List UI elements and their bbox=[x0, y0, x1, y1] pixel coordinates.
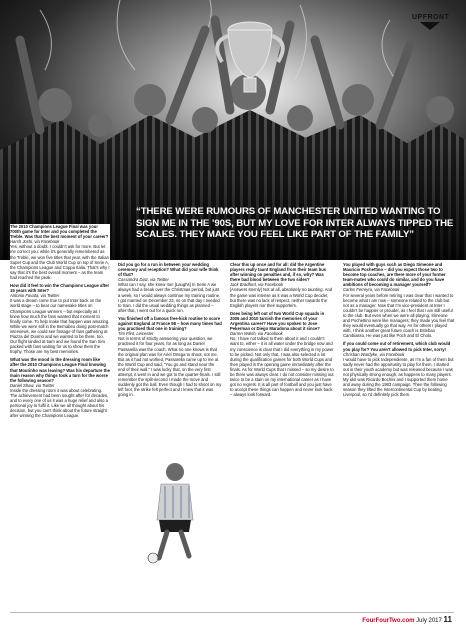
question-author: Harsh Joshi, via Facebook bbox=[10, 239, 60, 245]
qa-item bbox=[10, 283, 110, 354]
section-label: UPFRONT bbox=[412, 14, 450, 21]
article-column-4 bbox=[343, 262, 455, 602]
answer-text: No, I have not talked to them about it and I couldn’t want to, either – it is all water under the bridge now and my conscience is clear that I did everything in my power to be picked. Not only that, I was also selected a lot during the qualification games for both World Cups and then played in the opening game immediately after the finals. As for World Cups that I missed – so my desire to be there was always clear. I do not consider missing out twice to be a stain on my international career as I have got no regrets. It is all part of football and you just have to accept these things can happen and never look back – always look forward. bbox=[230, 336, 334, 398]
question-author: Christian Wardyke, via Facebook bbox=[343, 351, 405, 357]
question-text: Did you go for a run in between your wedding ceremony and reception? What did your wife think of that? bbox=[118, 262, 219, 278]
footer-site: FourFourTwo.com bbox=[362, 618, 415, 624]
question-author: Cassandra Diaz, via Twitter bbox=[118, 277, 169, 283]
question-author: Jack Bradford, via Facebook bbox=[230, 282, 284, 288]
question-author: Tim Flint, Leicester bbox=[118, 331, 154, 337]
answer-text: It was a dream come true to put Inter back on the world stage – to bear our namesake titles on Champions League winners – but especially as I knew how much the fans wanted that moment to finally come. To help make that happen was amazing. While we were still in the Bernabeu doing post-match interviews, we could see footage of fans gathering at Piazza del Duomo and we wanted to be there, too. Our flight landed at 5am and we found the San Siro packed with fans waiting for us to show them the trophy. Those are my best memories. bbox=[10, 298, 110, 355]
answer-text: Not in terms of strictly answering your question, we practised it for four years, for as long as Daniel Passarella was the coach. What no one knows is that the original plan was for Ariel Ortega to shoot, not me. But as it had not worked, Passarella came up to me at the World Cup and said, “You go and stand near the end of their wall.” I was lucky that, on the very first attempt, it went in and we got to the quarter-finals. I still remember the split-second I made the move and suddenly got the ball. Even though I had to shoot on my left foot, the strike felt perfect and I knew that it was going in. bbox=[118, 336, 222, 398]
section-badge bbox=[412, 14, 448, 30]
question-text: Does being left out of two World Cup squads in 2006 and 2010 tarnish the memories of your Argentina career? Have you spoken to Jose Pekerman or Diego Maradona about it since? bbox=[230, 310, 325, 332]
inset-photo bbox=[145, 458, 197, 566]
answer-text: For several years before retiring I was clear that I wanted to become what I am now – someone related to the club but not as a manager. Now that I’m vice-president at Inter I couldn’t be happier or prouder, as I feel that I am still useful to the club. But even when we were all playing, Simeone and Pochettino were like managers; they made you feel that they would eventually go that way. As for others I played with, I think another great future coach is Esteban Cambiasso. He was just like Poch and El Cholo. bbox=[343, 292, 455, 339]
question-text: Clear this up once and for all: did the Argentine players really taunt England from their team bus after winning on penalties and, if so, why? Was there bad blood between the two sides? bbox=[230, 262, 327, 283]
answer-text: What can I say, she knew me! [Laughs] In Serie A we always had a break over the Christmas period, but just a week, so I would always continue my training routine. I got married on December 23, so on that day I needed to train. I did the usual wedding things as planned – after that, I went out for a quick run. bbox=[118, 282, 221, 313]
question-text: The 2010 Champions League Final was your 700th game for Inter and you completed the Treble. Was that the best moment of your career? bbox=[10, 224, 109, 240]
qa-item bbox=[10, 357, 110, 418]
qa-item bbox=[118, 316, 222, 398]
pull-quote: “THERE WERE RUMOURS OF MANCHESTER UNITED WANTING TO SIGN ME IN THE ’90S, BUT MY LOVE FOR INTER ALWAYS TIPPED THE SCALES. THEY MAKE YOU FEEL LIKE PART OF THE FAMILY” bbox=[136, 206, 454, 240]
question-author: Darren Walsh, via Facebook bbox=[230, 331, 283, 337]
footer-rule bbox=[10, 612, 454, 613]
qa-item bbox=[230, 262, 334, 308]
article-column-3 bbox=[230, 262, 334, 602]
answer-text: Yes, without a doubt. I couldn’t ask for more. But let me correct you: while it’s generally remembered as the Treble, we won five titles that year, with the Italian Super Cup and the Club World Cup on top of Serie A, the Champions League and Coppa Italia. That’s why I say that it’s the best overall moment – as the team had reached the peak. bbox=[10, 244, 110, 280]
question-text: How did it feel to win the Champions League after 15 years with Inter? bbox=[10, 283, 110, 294]
question-text: If you could come out of retirement, which club would you play for? You aren’t allowed to pick Inter, sorry! bbox=[343, 341, 451, 352]
qa-item bbox=[118, 262, 222, 313]
answer-text: Inside the dressing room it was about celebrating. The achievement had been sought after for decades, and to every one of us it was a huge relief and also a personal joy to fulfil it. Like we all thought about his decision, but you can’t think about the future straight after winning the Champions League. bbox=[10, 387, 109, 419]
answer-text: I would have to pick Independiente, as I’m a fan of them but sadly never had the opportunity to play for them. I started out in their youth academy but was released because I was not physically strong enough, as happens to many players. My idol was Ricardo Bochini and I supported them home and away during the 1983 campaign. Then the following season they lifted the Intercontinental Cup by beating Liverpool, so I’d definitely pick them. bbox=[343, 356, 454, 398]
triangle-down-icon bbox=[420, 22, 440, 30]
question-author: Daniel Shaw, via Twitter bbox=[10, 382, 55, 388]
question-text: You finished off a famous free-kick routine to score against England at France 98 – how many times had you practised that one in training? bbox=[118, 315, 222, 332]
qa-item bbox=[343, 341, 455, 397]
page-number: 11 bbox=[443, 615, 452, 624]
question-text: What was the mood in the dressing room like after the 2010 Champions League Final knowing that Mourinho was leaving? Was his departure the main reason why things took a turn for the worse the following season? bbox=[10, 357, 110, 383]
footer-text bbox=[362, 615, 452, 624]
article-column-1 bbox=[10, 224, 110, 602]
question-author: Antonio Favata, via Twitter bbox=[10, 293, 60, 299]
footer-issue: July 2017 bbox=[416, 618, 442, 624]
question-text: You played with guys such as Diego Simeone and Mauricio Pochettino – did you expect those two to become top coaches, are there more of your former team-mates who could do similar, and do you have ambitions of becoming a manager yourself? bbox=[343, 262, 446, 288]
qa-item bbox=[10, 224, 110, 280]
page-footer bbox=[0, 612, 466, 628]
qa-item bbox=[230, 311, 334, 398]
answer-text: [Answers sternly] Not at all, absolutely no taunting. And the game was intense as it was a World Cup decider, but there was no lack of respect, neither towards the English players nor their supporters. bbox=[230, 287, 333, 308]
question-author: Carlos Ferreyra, via Facebook bbox=[343, 287, 400, 293]
qa-item bbox=[343, 262, 455, 338]
